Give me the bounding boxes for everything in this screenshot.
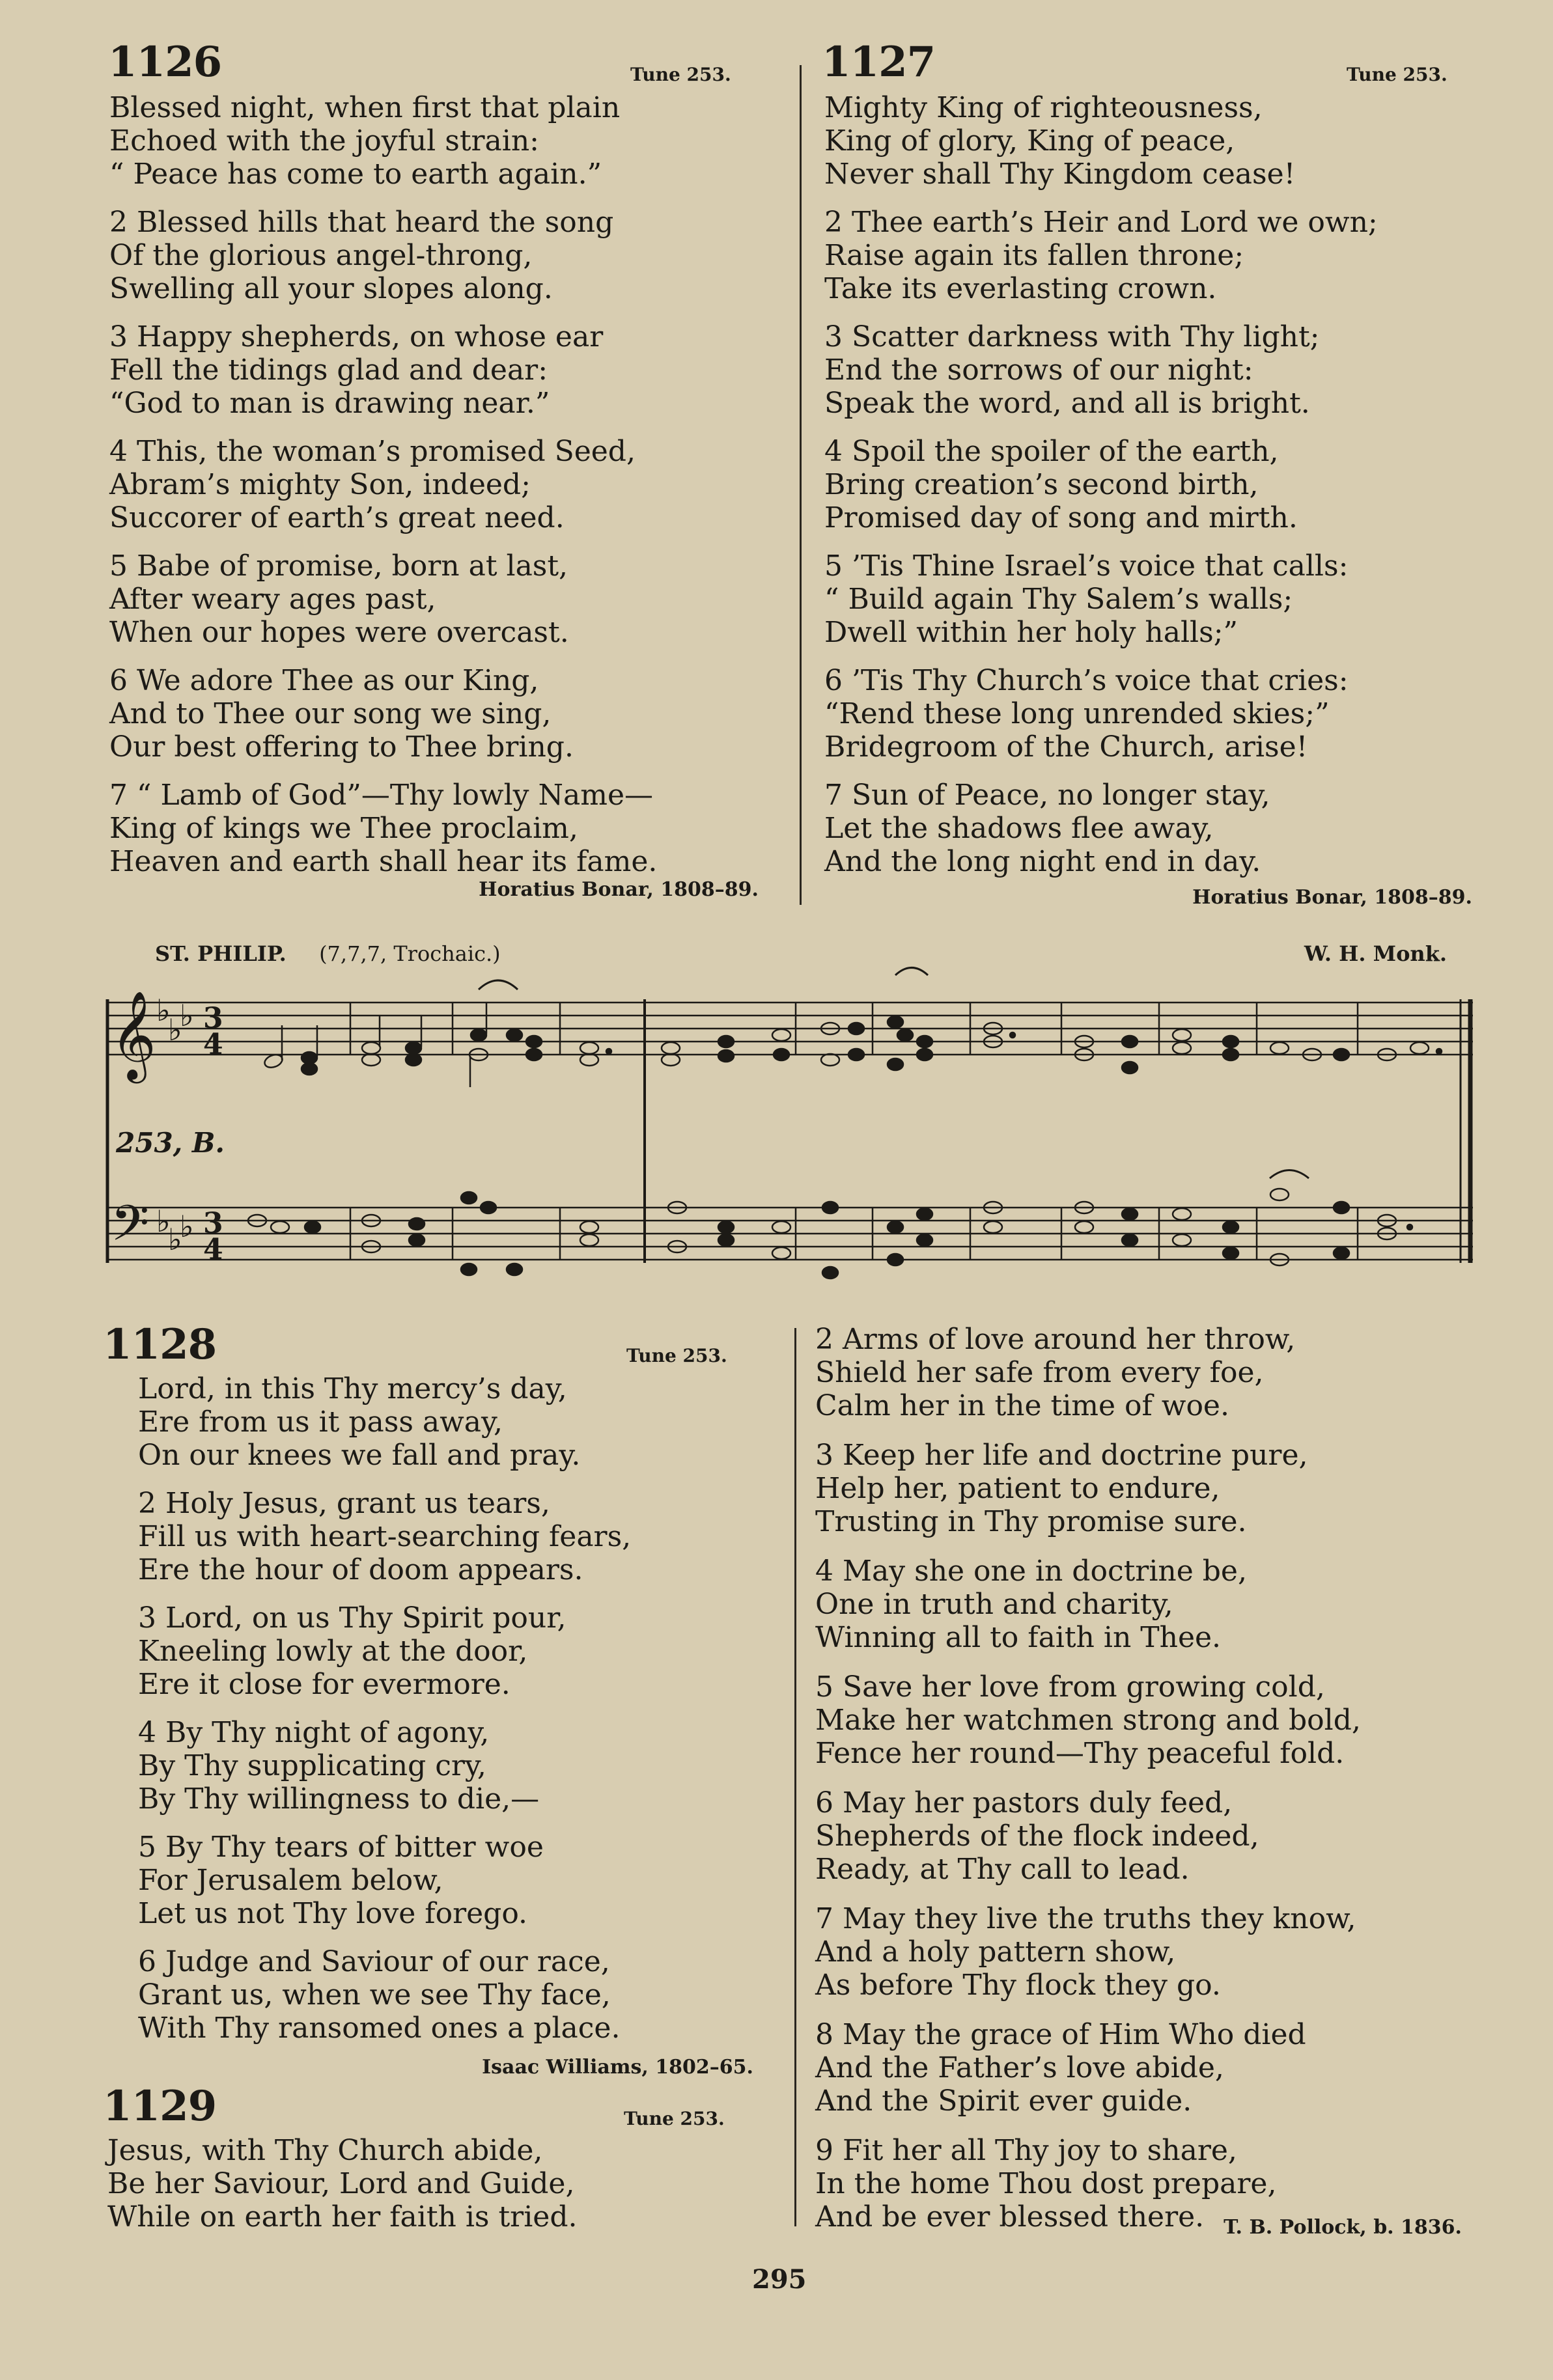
svg-text:4: 4 [203,1233,223,1266]
verse-line: King of kings we Thee proclaim, [109,812,578,845]
fermata-marks [479,968,1309,1179]
hymn-number: 1127 [822,38,936,87]
verse-line: Heaven and earth shall hear its fame. [109,845,658,878]
hymn-1128-text [138,1372,631,2045]
verse-line: And be ever blessed there. [815,2200,1205,2234]
verse-line: Our best offering to Thee bring. [109,730,574,764]
tune-reference: Tune 253. [1347,64,1448,85]
hymn-1129-text-col1 [107,2134,577,2234]
key-signature [156,993,194,1257]
verse-line: Shield her safe from every foe, [815,1356,1264,1389]
verse-line: Lord, in this Thy mercy’s day, [138,1372,567,1405]
column-divider [794,1328,796,2226]
verse-line: By Thy supplicating cry, [138,1749,486,1782]
svg-text:3: 3 [203,1207,223,1240]
stanza [138,1601,631,1701]
verse-line: “ Build again Thy Salem’s walls; [824,583,1293,616]
svg-text:4: 4 [203,1028,223,1061]
verse-line: Bring creation’s second birth, [824,468,1259,501]
stanza [138,1372,631,1472]
stanza [824,91,1378,191]
attribution: Isaac Williams, 1802–65. [482,2056,753,2079]
stanza [109,91,657,191]
verse-line: 9 Fit her all Thy joy to share, [815,2134,1237,2167]
verse-line: 6 May her pastors duly feed, [815,1786,1233,1820]
verse-line: 7 May they live the truths they know, [815,1902,1356,1935]
verse-line: 5 Babe of promise, born at last, [109,549,568,583]
stanza [109,320,657,420]
verse-line: 7 Sun of Peace, no longer stay, [824,779,1270,812]
verse-line: Speak the word, and all is bright. [824,387,1310,420]
verse-line: 7 “ Lamb of God”—Thy lowly Name— [109,779,654,812]
verse-line: 4 Spoil the spoiler of the earth, [824,435,1279,468]
verse-line: And the Spirit ever guide. [815,2084,1192,2118]
stanza [824,779,1378,878]
stanza [824,206,1378,305]
verse-line: Abram’s mighty Son, indeed; [109,468,531,501]
stanza [109,664,657,764]
hymn-1127-text [824,91,1378,878]
attribution: Horatius Bonar, 1808–89. [479,878,759,901]
verse-line: Succorer of earth’s great need. [109,501,565,534]
stanza [109,435,657,534]
verse-line: 4 This, the woman’s promised Seed, [109,435,636,468]
verse-line: Ere it close for evermore. [138,1668,511,1701]
verse-line: Fill us with heart-searching fears, [138,1520,632,1553]
stanza [824,435,1378,534]
verse-line: Grant us, when we see Thy face, [138,1978,611,2012]
svg-text:♭: ♭ [156,1204,171,1239]
stanza [815,1786,1361,1886]
stanza [109,206,657,305]
treble-staff [107,1003,1473,1055]
verse-line: 2 Thee earth’s Heir and Lord we own; [824,206,1378,239]
verse-line: King of glory, King of peace, [824,124,1235,158]
svg-text:♭: ♭ [168,1222,182,1257]
svg-text:♭: ♭ [180,998,194,1033]
verse-line: End the sorrows of our night: [824,353,1253,387]
verse-line: Ere from us it pass away, [138,1405,503,1439]
stanza [815,1323,1361,1422]
verse-line: In the home Thou dost prepare, [815,2167,1277,2200]
verse-line: 2 Blessed hills that heard the song [109,206,614,239]
verse-line: 3 Happy shepherds, on whose ear [109,320,604,353]
verse-line: One in truth and charity, [815,1588,1173,1621]
verse-line: As before Thy flock they go. [815,1969,1221,2002]
hymn-1126-text [109,91,657,878]
verse-line: Raise again its fallen throne; [824,239,1244,272]
page-number: 295 [752,2264,807,2295]
verse-line: And the Father’s love abide, [815,2051,1224,2084]
stanza [824,664,1378,764]
verse-line: While on earth her faith is tried. [107,2200,578,2234]
verse-line: Dwell within her holy halls;” [824,616,1238,649]
stanza [815,1670,1361,1770]
verse-line: Never shall Thy Kingdom cease! [824,158,1296,191]
verse-line: Jesus, with Thy Church abide, [107,2134,543,2167]
verse-line: Promised day of song and mirth. [824,501,1298,534]
svg-text:3: 3 [203,1002,223,1035]
verse-line: Mighty King of righteousness, [824,91,1263,124]
verse-line: Take its everlasting crown. [824,272,1217,305]
tune-reference: Tune 253. [624,2108,725,2129]
hymn-number: 1126 [108,38,222,87]
verse-line: 5 Save her love from growing cold, [815,1670,1325,1704]
composer: W. H. Monk. [1304,941,1447,966]
tune-label: 253, B. [116,1127,225,1159]
verse-line: 5 ’Tis Thine Israel’s voice that calls: [824,549,1349,583]
tune-reference: Tune 253. [630,64,731,85]
stanza [815,1902,1361,2002]
verse-line: Fell the tidings glad and dear: [109,353,548,387]
tune-meter: (7,7,7, Trochaic.) [319,941,501,966]
verse-line: 3 Keep her life and doctrine pure, [815,1439,1308,1472]
verse-line: 6 Judge and Saviour of our race, [138,1945,610,1978]
svg-text:♭: ♭ [168,1012,182,1047]
verse-line: For Jerusalem below, [138,1864,443,1897]
verse-line: 6 We adore Thee as our King, [109,664,539,697]
verse-line: And to Thee our song we sing, [109,697,552,730]
verse-line: Make her watchmen strong and bold, [815,1704,1361,1737]
tune-reference: Tune 253. [626,1345,727,1366]
verse-line: Echoed with the joyful strain: [109,124,539,158]
verse-line: With Thy ransomed ones a place. [138,2012,621,2045]
verse-line: Swelling all your slopes along. [109,272,553,305]
stanza [138,1945,631,2045]
stanza [824,320,1378,420]
verse-line: 2 Arms of love around her throw, [815,1323,1296,1356]
verse-line: 4 By Thy night of agony, [138,1716,490,1749]
verse-line: Fence her round—Thy peaceful fold. [815,1737,1345,1770]
verse-line: 3 Lord, on us Thy Spirit pour, [138,1601,567,1635]
verse-line: 8 May the grace of Him Who died [815,2018,1306,2051]
verse-line: “God to man is drawing near.” [109,387,550,420]
attribution: Horatius Bonar, 1808–89. [1192,886,1472,909]
svg-text:♭: ♭ [180,1209,194,1244]
verse-line: “ Peace has come to earth again.” [109,158,602,191]
verse-line: 3 Scatter darkness with Thy light; [824,320,1320,353]
verse-line: And the long night end in day. [824,845,1261,878]
stanza [815,1555,1361,1654]
stanza [815,2018,1361,2118]
verse-line: By Thy willingness to die,— [138,1782,540,1816]
stanza [109,549,657,649]
verse-line: Ere the hour of doom appears. [138,1553,583,1586]
hymn-number: 1128 [103,1320,217,1369]
verse-line: Help her, patient to endure, [815,1472,1220,1505]
verse-line: When our hopes were overcast. [109,616,569,649]
verse-line: Kneeling lowly at the door, [138,1635,528,1668]
column-divider [800,65,802,905]
verse-line: On our knees we fall and pray. [138,1439,581,1472]
verse-line: 5 By Thy tears of bitter woe [138,1831,544,1864]
stanza [107,2134,577,2234]
verse-line: “Rend these long unrended skies;” [824,697,1330,730]
tune-name-line [155,941,501,966]
stanza [138,1831,631,1930]
verse-line: Of the glorious angel-throng, [109,239,533,272]
stanza [824,549,1378,649]
verse-line: Ready, at Thy call to lead. [815,1853,1190,1886]
stanza [815,1439,1361,1538]
verse-line: Calm her in the time of woe. [815,1389,1229,1422]
stanza [109,779,657,878]
attribution: T. B. Pollock, b. 1836. [1224,2216,1462,2239]
stanza [138,1716,631,1816]
bass-clef-icon: 𝄢 [111,1195,150,1264]
stanza [138,1487,631,1586]
verse-line: Let us not Thy love forego. [138,1897,528,1930]
verse-line: 4 May she one in doctrine be, [815,1555,1247,1588]
verse-line: 2 Holy Jesus, grant us tears, [138,1487,550,1520]
verse-line: Blessed night, when first that plain [109,91,621,124]
tune-name: ST. PHILIP. [155,941,287,966]
treble-clef-icon: 𝄞 [111,989,156,1079]
verse-line: Bridegroom of the Church, arise! [824,730,1308,764]
hymn-number: 1129 [103,2082,217,2131]
verse-line: Let the shadows flee away, [824,812,1214,845]
verse-line: After weary ages past, [109,583,436,616]
verse-line: Shepherds of the flock indeed, [815,1820,1259,1853]
verse-line: And a holy pattern show, [815,1935,1176,1969]
svg-text:♭: ♭ [156,993,171,1028]
verse-line: Winning all to faith in Thee. [815,1621,1222,1654]
music-score [0,963,1553,1328]
verse-line: 6 ’Tis Thy Church’s voice that cries: [824,664,1349,697]
hymn-1129-text-col2 [815,1323,1361,2234]
verse-line: Trusting in Thy promise sure. [815,1505,1247,1538]
verse-line: Be her Saviour, Lord and Guide, [107,2167,575,2200]
